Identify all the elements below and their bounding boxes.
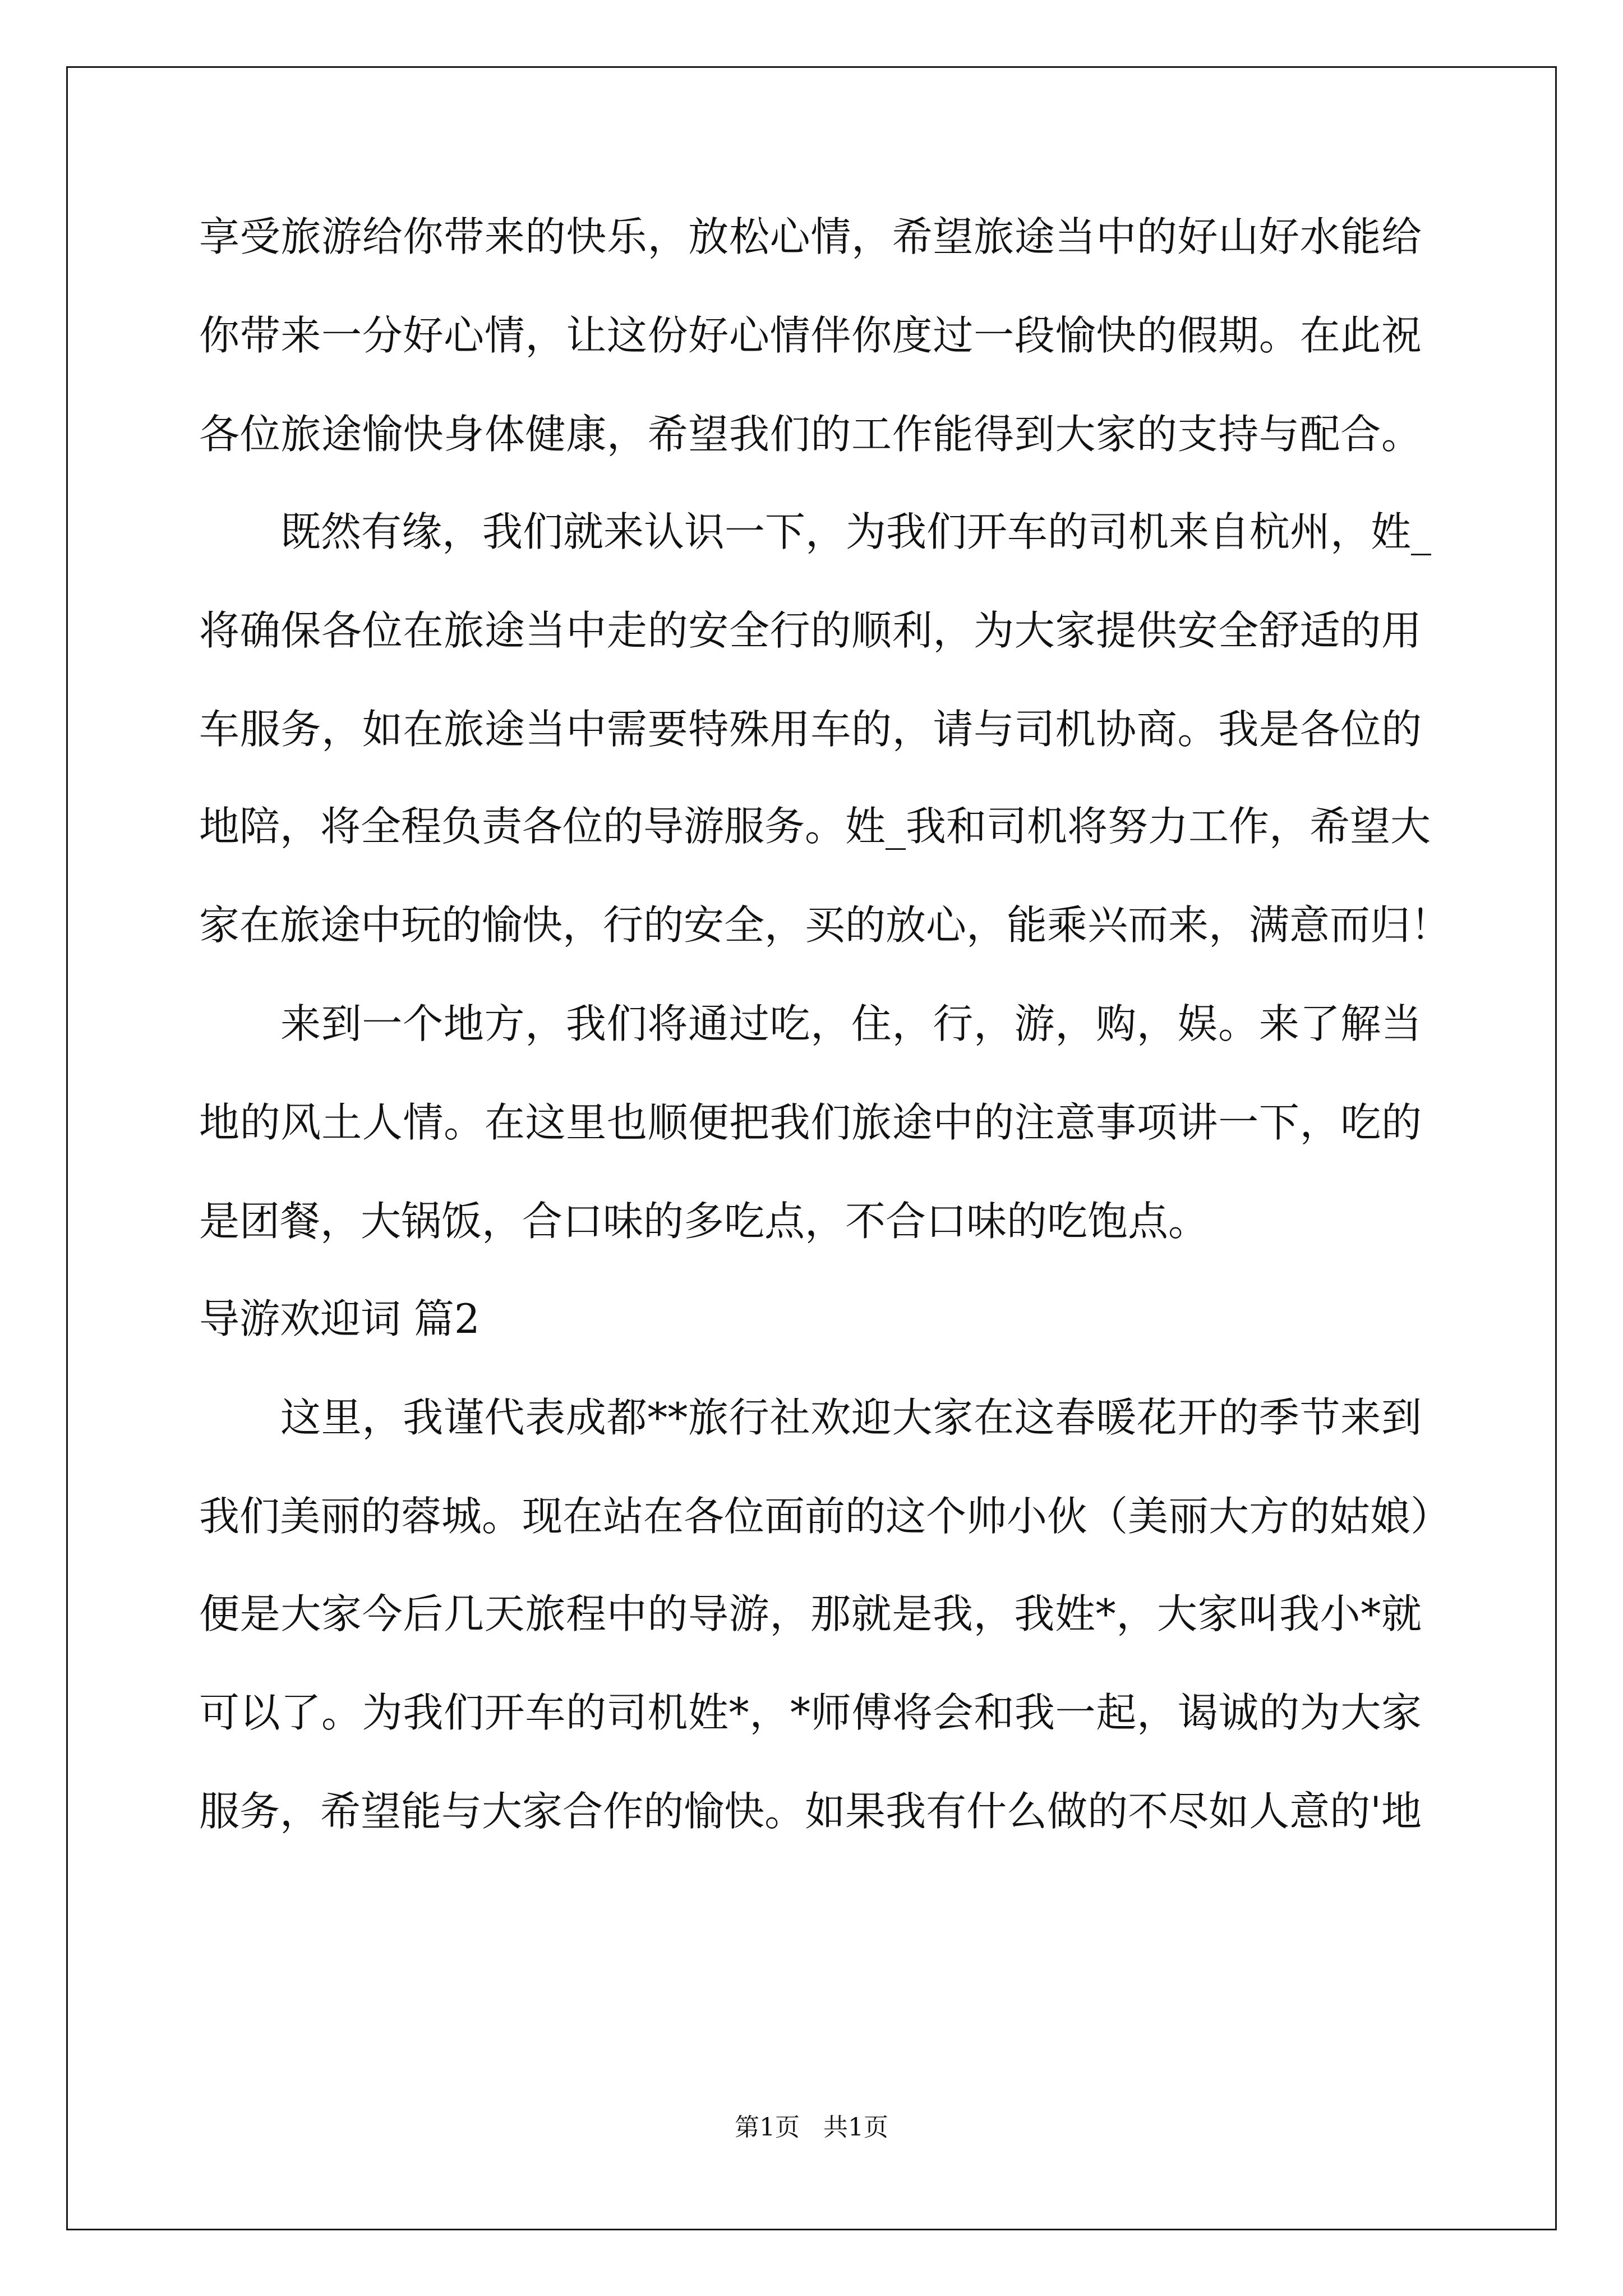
section-heading: 导游欢迎词 篇2 <box>199 1295 480 1342</box>
paragraph-line: 将确保各位在旅途当中走的安全行的顺利，为大家提供安全舒适的用 <box>199 607 1422 654</box>
paragraph-line: 家在旅途中玩的愉快，行的安全，买的放心，能乘兴而来，满意而归！ <box>199 901 1451 949</box>
paragraph-line: 地陪，将全程负责各位的导游服务。姓_我和司机将努力工作，希望大 <box>199 803 1431 850</box>
paragraph-line: 可以了。为我们开车的司机姓*，*师傅将会和我一起，谒诚的为大家 <box>199 1689 1422 1736</box>
paragraph-line: 这里，我谨代表成都**旅行社欢迎大家在这春暖花开的季节来到 <box>280 1394 1422 1441</box>
paragraph-line: 既然有缘，我们就来认识一下，为我们开车的司机来自杭州，姓_ <box>280 508 1432 555</box>
paragraph-line: 我们美丽的蓉城。现在站在各位面前的这个帅小伙（美丽大方的姑娘） <box>199 1493 1451 1540</box>
paragraph-line: 服务，希望能与大家合作的愉快。如果我有什么做的不尽如人意的'地 <box>199 1788 1422 1835</box>
paragraph-line: 来到一个地方，我们将通过吃，住，行，游，购，娱。来了解当 <box>280 1000 1422 1047</box>
paragraph-line: 你带来一分好心情，让这份好心情伴你度过一段愉快的假期。在此祝 <box>199 312 1422 359</box>
paragraph-line: 是团餐，大锅饭，合口味的多吃点，不合口味的吃饱点。 <box>199 1198 1209 1245</box>
paragraph-line: 车服务，如在旅途当中需要特殊用车的，请与司机协商。我是各位的 <box>199 706 1422 753</box>
paragraph-line: 地的风土人情。在这里也顺便把我们旅途中的注意事项讲一下，吃的 <box>199 1099 1422 1146</box>
paragraph-line: 便是大家今后几天旅程中的导游，那就是我，我姓*，大家叫我小*就 <box>199 1590 1422 1637</box>
paragraph-line: 享受旅游给你带来的快乐，放松心情，希望旅途当中的好山好水能给 <box>199 213 1422 260</box>
page-footer: 第1页 共1页 <box>735 2113 888 2142</box>
paragraph-line: 各位旅途愉快身体健康，希望我们的工作能得到大家的支持与配合。 <box>199 411 1422 458</box>
